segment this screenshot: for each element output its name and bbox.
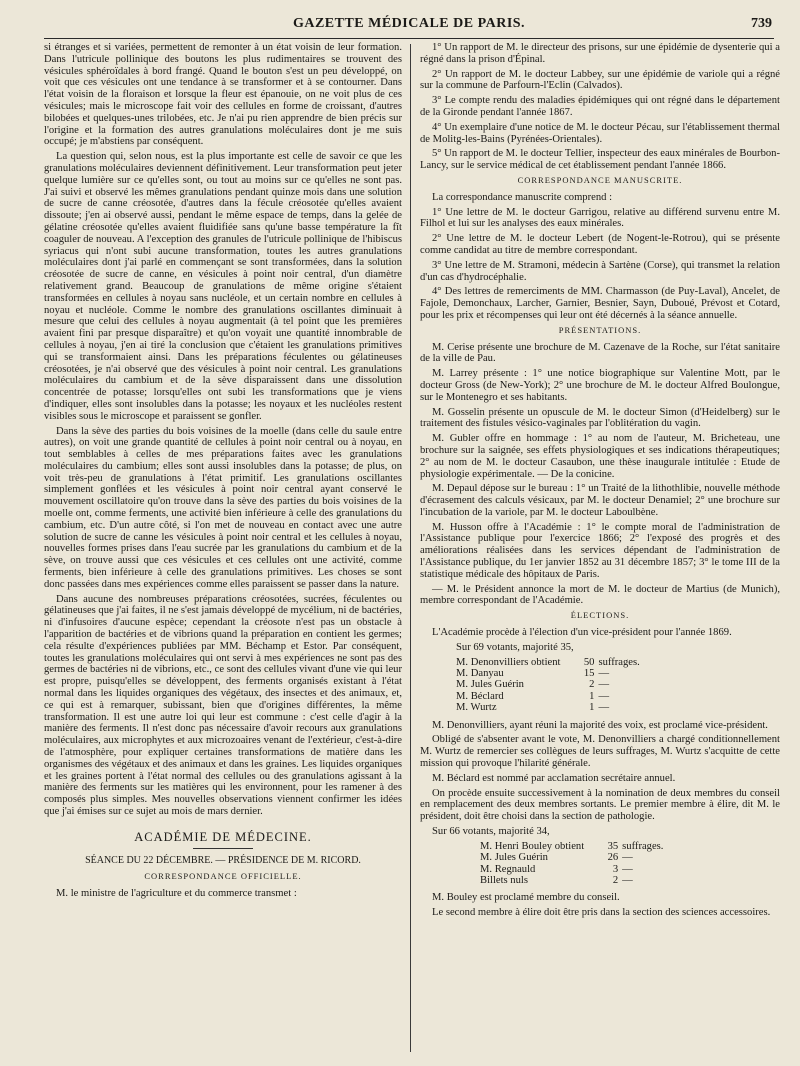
paragraph: M. Gosselin présente un opuscule de M. le docteur Simon (d'Heidelberg) sur le traitement des fistules vésico-vaginales par l'oblitération du vagin. — [420, 406, 780, 430]
vote-unit: — — [622, 852, 633, 864]
paragraph: M. Larrey présente : 1° une notice biographique sur Valentine Mott, par le docteur Gross (de New-York); 2° une brochure de M. le docteur Alfred Boulongue, sur le Montenegro et ses habitants. — [420, 368, 780, 403]
vote-name: M. Regnauld — [480, 863, 536, 875]
paragraph: Le second membre à élire doit être pris dans la section des sciences accessoires. — [432, 907, 771, 919]
paragraph: L'Académie procède à l'élection d'un vice-président pour l'année 1869. — [432, 627, 732, 639]
paragraph: La question qui, selon nous, est la plus importante est celle de savoir ce que les granulations moléculaires deviennent définitivement. Leur transformation peut jeter quelque lumière sur ce qu'elles sont, ou tout au moins sur ce qu'elles ne sont pas. J'ai suivi et observé les mêmes granulations pendant quinze mois dans une solution de sucre de canne créosotée, d'autres dans la fécule créosotée qu'elles avaient dissoute; j'en ai observé aussi, pendant le même espace de temps, dans la gelée de gélatine créosotée qu'elles avaient fluidifiée sans qu'une basse température la fît coaguler de nouveau. A l'exception des granules de l'utricule pollinique de l'hibiscus syriacus qui n'ont subi aucune transformation, toutes les autres granulations moléculaires dont j'ai parlé en commençant se sont transformées, dans la solution créosotée de sucre de canne, en vésicules à point noir central, d'un diamètre relativement grand. Beaucoup de granulations de même origine s'étaient transformées en cellules à noyau sans nucléole, et un certain nombre en cellules à noyau et nucléole. Comme le nombre des granulations oscillantes diminuait à mesure que celui des cellules à noyau augmentait (à tel point que les premières avaient fini par presque disparaître) et qu'on voyait une quantité innombrable de cellules à noyau, j'en ai tiré la conclusion que c'étaient les granulations primitives qui se transformaient ainsi. Dans les préparations féculentes ou gélatineuses créosotées, je n'ai observé que des vésicules à point noir central. Les granulations moléculaires du cambium et de la sève disparaissent dans une dissolution concentrée de potasse; lorsqu'elles ont subi les transformations que je viens d'indiquer, elles sont insolubles dans la potasse; les noyaux et les nucléoles restent visibles sous le microscope et paraissent se gonfler. — [44, 151, 402, 422]
vote-name: M. Béclard — [456, 690, 504, 702]
vote-table — [456, 657, 644, 714]
vote-unit: — — [598, 702, 610, 714]
vote-count: 3 — [612, 863, 619, 875]
right-column — [420, 42, 780, 1052]
vote-count: 26 — [607, 852, 619, 864]
list-item: 2° Un rapport de M. le docteur Labbey, sur une épidémie de variole qui a régné sur la commune de Parfourn-l'Eclin (Calvados). — [420, 68, 780, 92]
paragraph: M. Cerise présente une brochure de M. Cazenave de la Roche, sur l'état sanitaire de la ville de Pau. — [420, 341, 780, 365]
paragraph: M. Bouley est proclamé membre du conseil. — [432, 892, 620, 904]
table-row — [480, 875, 667, 886]
vote-unit: suffrages. — [622, 840, 664, 852]
vote-unit: — — [622, 863, 633, 875]
vote-name: Billets nuls — [480, 875, 528, 887]
list-item: 5° Un rapport de M. le docteur Tellier, inspecteur des eaux minérales de Bourbon-Lancy, sur le service médical de cet établissement pendant l'année 1866. — [420, 148, 780, 172]
paragraph: M. Denonvilliers, ayant réuni la majorité des voix, est proclamé vice-président. — [432, 719, 768, 731]
correspondance-manuscrite-heading: CORRESPONDANCE MANUSCRITE. — [517, 174, 683, 185]
vote-name: M. Jules Guérin — [456, 679, 524, 691]
paragraph: M. Gubler offre en hommage : 1° au nom de l'auteur, M. Bricheteau, une brochure sur la saignée, ses effets physiologiques et ses indications thérapeutiques; 2° au nom de M. le docteur Casaubon, une thèse inaugurale intitulée : Etude de physiologie expérimentale. — De la conicine. — [420, 433, 780, 480]
list-item: 3° Une lettre de M. Stramoni, médecin à Sartène (Corse), qui transmet la relation d'un cas d'hydrocéphalie. — [420, 259, 780, 283]
list-item: 1° Une lettre de M. le docteur Garrigou, relative au différend survenu entre M. Filhol et lui sur les analyses des eaux minérales. — [420, 206, 780, 230]
table-row — [480, 841, 667, 852]
table-row — [456, 657, 644, 668]
vote-count: 1 — [589, 690, 595, 702]
vote-intro: Sur 66 votants, majorité 34, — [432, 826, 550, 838]
vote-unit: — — [598, 668, 610, 680]
vote-count: 15 — [583, 668, 595, 680]
vote-table — [480, 841, 667, 887]
list-item: 4° Un exemplaire d'une notice de M. le docteur Pécau, sur l'établissement thermal de Molitg-les-Bains (Pyrénées-Orientales). — [420, 121, 780, 145]
vote-name: M. Wurtz — [456, 702, 497, 714]
elections-heading: ÉLECTIONS. — [570, 610, 630, 621]
list-item: 1° Un rapport de M. le directeur des prisons, sur une épidémie de dysenterie qui a régné dans la prison d'Épinal. — [420, 42, 780, 65]
running-header — [44, 14, 774, 39]
paragraph: M. Depaul dépose sur le bureau : 1° un Traité de la lithothlibie, nouvelle méthode d'écrasement des calculs vésicaux, par M. le docteur Denamiel; 2° une brochure sur l'incubation de la variole, par M. le docteur Laboulbène. — [420, 483, 780, 518]
table-row — [456, 668, 644, 679]
table-row — [456, 691, 644, 702]
table-row — [456, 702, 644, 713]
list-item: 2° Une lettre de M. le docteur Lebert (de Nogent-le-Rotrou), qui se présente comme candidat au titre de membre correspondant. — [420, 233, 780, 256]
vote-name: M. Henri Bouley obtient — [480, 840, 585, 852]
paragraph: On procède ensuite successivement à la nomination de deux membres du conseil en remplacement des deux membres sortants. Le premier membre à élire, dit M. le président, doit être choisi dans la section de pathologie. — [420, 787, 780, 823]
vote-name: M. Danyau — [456, 668, 504, 680]
journal-title: GAZETTE MÉDICALE DE PARIS. — [292, 16, 526, 31]
table-row — [480, 852, 667, 863]
table-row — [480, 864, 667, 875]
vote-unit: — — [598, 690, 610, 702]
vote-name: M. Denonvilliers obtient — [456, 656, 561, 668]
list-item: 4° Des lettres de remerciments de MM. Charmasson (de Puy-Laval), Ancelet, de Fajole, Demonchaux, Larcher, Garnier, Besnier, Sayn, Duboué, Prévost et Cotard, pour les prix et récompenses qui leur ont été décernés à la séance annuelle. — [420, 286, 780, 321]
page-number: 739 — [751, 16, 772, 31]
table-row — [456, 679, 644, 690]
paragraph: Dans la sève des parties du bois voisines de la moelle (dans celle du saule entre autres), on voit une grande quantité de cellules à point noir central ou à noyau, en tout semblables à celles de mes préparations faites avec les granulations moléculaires du cambium; elles sont aussi insolubles dans la potasse; de plus, on voit très-peu de granulations à l'état primitif. Les granulations oscillantes simplement gonflées et les vésicules à point noir central ayant conservé le mouvement oscillatoire qu'on trouve dans la sève des parties du bois voisines de la moelle ont, comme ferments, une activité bien inférieure à celle des granulations du cambium, etc. D'un autre côté, si l'on met de nouveau en contact avec une autre solution de sucre de canne les vésicules à point noir central et les cellules à noyau, nouvelles formes prises dans l'eau sucrée par les granulations du cambium et de la sève, on trouve aussi que ces vésicules et ces cellules ont une activité, comme ferments, bien inférieure à celle des granulations primitives. Les choses se sont donc passées dans mes expériences comme elles paraissent se passer dans la nature. — [44, 425, 402, 590]
vote-count: 2 — [589, 679, 595, 691]
vote-count: 35 — [607, 840, 619, 852]
paragraph: Obligé de s'absenter avant le vote, M. Denonvilliers a chargé conditionnellement M. Wurtz de remercier ses collègues de leurs suffrages, M. Wurtz s'acquitte de cette mission qui provoque l'hilarité générale. — [420, 734, 780, 770]
paragraph: M. le ministre de l'agriculture et du commerce transmet : — [56, 888, 297, 900]
vote-intro: Sur 69 votants, majorité 35, — [456, 641, 574, 653]
vote-name: M. Jules Guérin — [480, 852, 548, 864]
column-rule — [410, 44, 411, 1052]
presentations-heading: PRÉSENTATIONS. — [558, 324, 642, 335]
vote-count: 50 — [583, 656, 595, 668]
vote-count: 2 — [612, 875, 619, 887]
vote-unit: — — [598, 679, 610, 691]
list-item: 3° Le compte rendu des maladies épidémiques qui ont régné dans le département de la Gironde pendant l'année 1867. — [420, 95, 780, 118]
correspondance-officielle-heading: CORRESPONDANCE OFFICIELLE. — [144, 871, 302, 882]
academy-heading: ACADÉMIE DE MÉDECINE. — [44, 832, 402, 849]
paragraph: M. Husson offre à l'Académie : 1° le compte moral de l'administration de l'Assistance publique pour l'exercice 1866; 2° l'exposé des progrès et des améliorations réalisées dans les services dépendant de l'administration de l'Assistance publique, du 1er janvier 1852 au 31 décembre 1857; 3° le tome III de la statistique médicale des hôpitaux de Paris. — [420, 521, 780, 580]
seance-line: SÉANCE DU 22 DÉCEMBRE. — PRÉSIDENCE DE M. RICORD. — [85, 854, 361, 866]
vote-count: 1 — [589, 702, 595, 714]
paragraph: si étranges et si variées, permettent de remonter à un état voisin de leur formation. Dans l'utricule pollinique des boutons les plus rudimentaires se trouvent des vésicules sphéroïdales à bord frangé. Quand le bouton s'est un peu développé, on voit que ces vésicules ont une tendance à se transformer et à se contourner. Dans l'état voisin de la floraison et lorsque la fleur est épanouie, on ne voit plus de ces vésicules; mais le microscope fait voir des cellules en forme de croissant, d'autres bilobées et quelques-unes trilobées, etc. Je n'ai pu rien apprendre de bien précis sur l'origine et la formation des autres granulations moléculaires dont je me suis occupé; je m'abstiens par conséquent. — [44, 42, 402, 148]
vote-unit: — — [622, 875, 633, 887]
paragraph: — M. le Président annonce la mort de M. le docteur de Martius (de Munich), membre correspondant de l'Académie. — [420, 583, 780, 607]
vote-unit: suffrages. — [598, 656, 640, 668]
left-column — [44, 42, 402, 1052]
paragraph: M. Béclard est nommé par acclamation secrétaire annuel. — [432, 772, 676, 784]
paragraph: La correspondance manuscrite comprend : — [432, 191, 613, 203]
paragraph: Dans aucune des nombreuses préparations créosotées, sucrées, féculentes ou gélatineuses que j'ai faites, il ne s'est jamais développé de mycélium, ni de bactéries, ni d'infusoires d'aucune espèce; cependant la créosote n'est pas un obstacle à l'apparition de bactéries et de vibrions quand la préparation en contient les germes; cela résulte d'expériences publiées par MM. Béchamp et Estor. Par conséquent, toutes les granulations moléculaires qui ont servi à mes expériences ne sont pas des germes de bactéries ni de vibrions, etc., ce sont des cellules vivant d'une vie qui leur est propre, puisqu'elles se développent, des ferments organisés existant à l'état normal dans les liquides organiques des végétaux, des insectes et des animaux, et, ce qui est à remarquer, subissant, bien que d'origines différentes, la même transformation. Il est une autre loi qui leur est commune : c'est celle d'agir à la manière des ferments. Il n'est donc pas nécessaire d'avoir recours aux granulations moléculaires, aux microphytes et aux microzoaires venant de l'extérieur, c'est-à-dire de l'atmosphère, pour expliquer certaines transformations de matière dans les organismes des végétaux et des animaux et dans les graines. Les liquides organiques et les graines portent à l'état normal des cellules ou des granulations agissant à la manière des ferments sur les matières qui les environnent, pour les ramener à des composés plus simples. Mes nouvelles observations viennent confirmer les idées que j'ai émises sur ce sujet au mois de mars dernier. — [44, 593, 402, 817]
